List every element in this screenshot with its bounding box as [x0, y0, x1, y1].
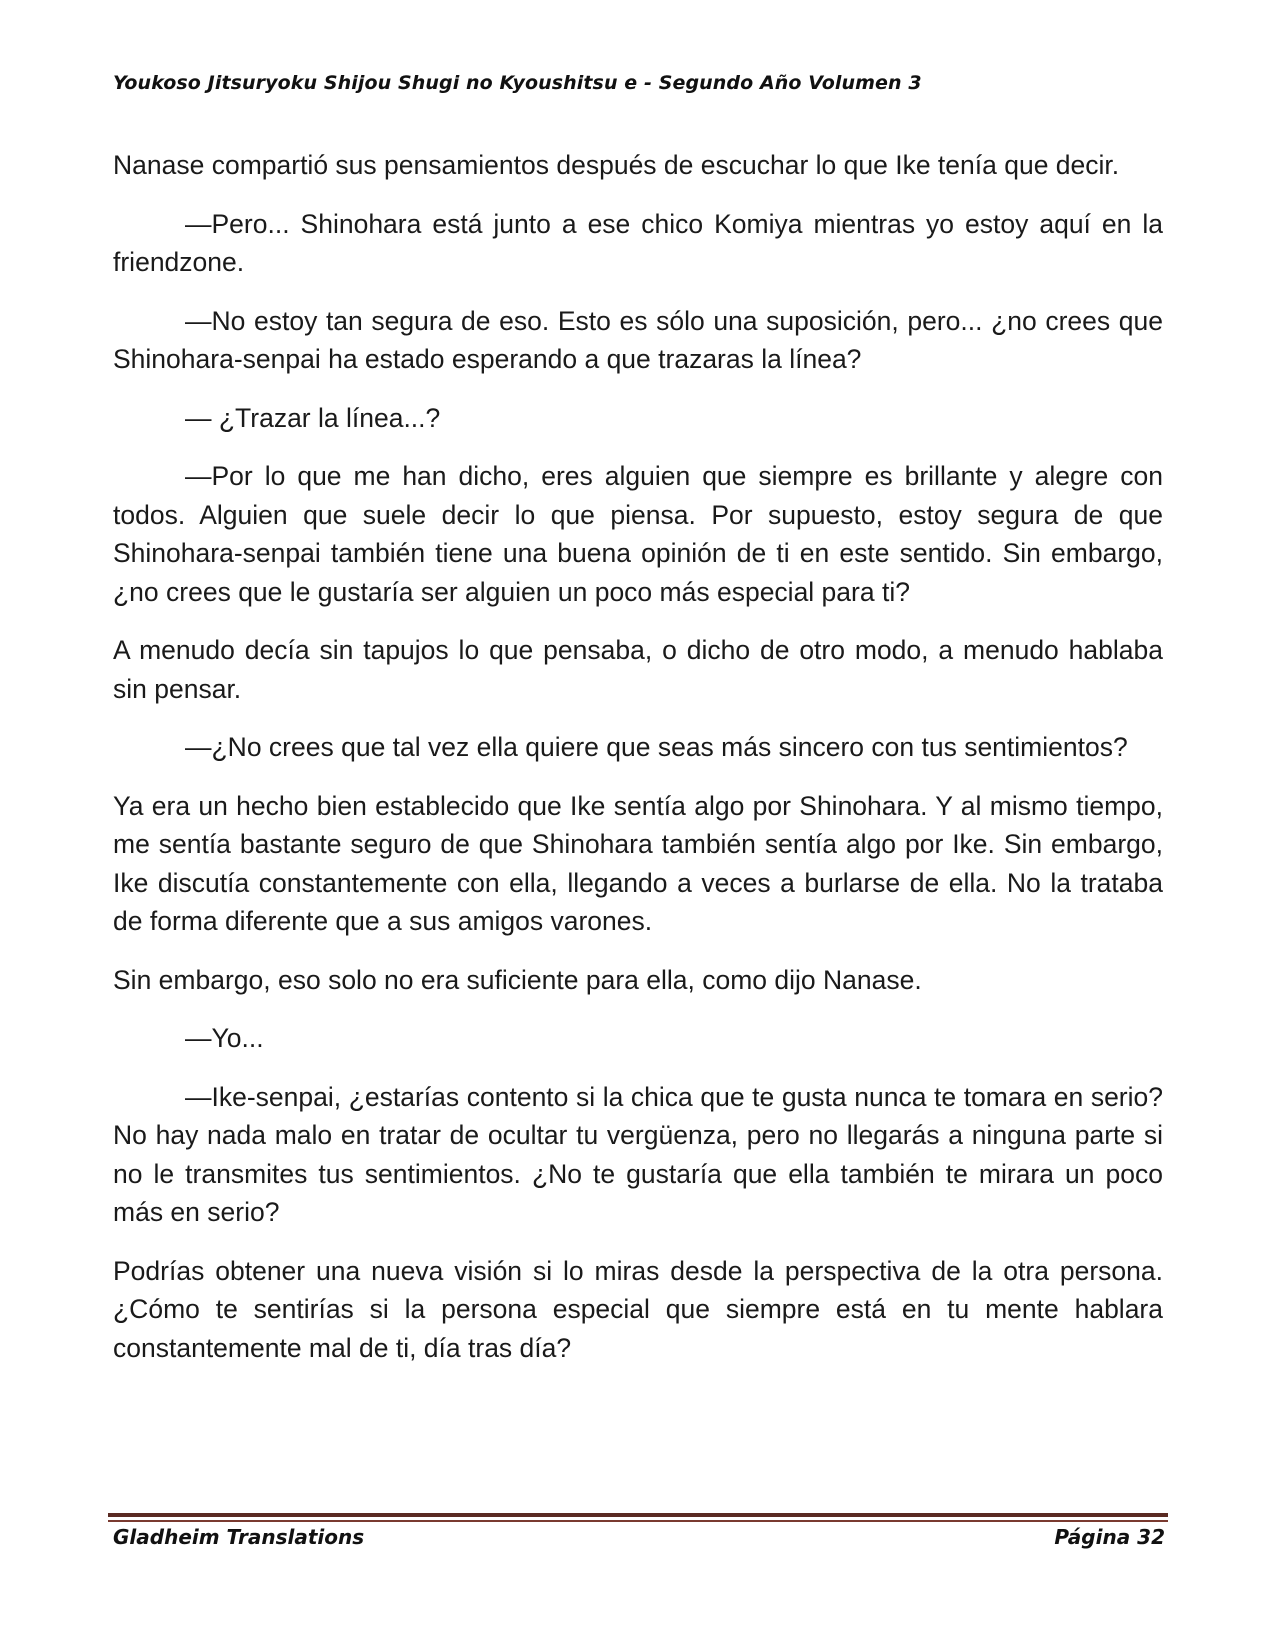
footer-translator: Gladheim Translations — [113, 1525, 365, 1549]
paragraph: —No estoy tan segura de eso. Esto es sólo una suposición, pero... ¿no crees que Shinohara-senpai ha estado esperando a que trazaras la línea? — [113, 305, 1163, 374]
paragraph: —Ike-senpai, ¿estarías contento si la chica que te gusta nunca te tomara en serio? No hay nada malo en tratar de ocultar tu vergüenza, pero no llegarás a ninguna parte si no le transmites tus sentimientos. ¿No te gustaría que ella también te mirara un poco más en serio? — [113, 1081, 1163, 1227]
paragraph: —Pero... Shinohara está junto a ese chico Komiya mientras yo estoy aquí en la friendzone. — [113, 208, 1163, 277]
paragraph: A menudo decía sin tapujos lo que pensaba, o dicho de otro modo, a menudo hablaba sin pensar. — [113, 635, 1163, 704]
paragraph: Ya era un hecho bien establecido que Ike sentía algo por Shinohara. Y al mismo tiempo, me sentía bastante seguro de que Shinohara también sentía algo por Ike. Sin embargo, Ike discutía constantemente con ella, llegando a veces a burlarse de ella. No la trataba de forma diferente que a sus amigos varones. — [113, 790, 1163, 936]
paragraph: —Por lo que me han dicho, eres alguien que siempre es brillante y alegre con todos. Alguien que suele decir lo que piensa. Por supuesto, estoy segura de que Shinohara-senpai también tiene una buena opinión de ti en este sentido. Sin embargo, ¿no crees que le gustaría ser alguien un poco más especial para ti? — [113, 461, 1163, 607]
paragraph: Sin embargo, eso solo no era suficiente para ella, como dijo Nanase. — [113, 964, 922, 995]
footer-page-number: Página 32 — [1054, 1525, 1165, 1549]
footer-divider — [108, 1513, 1168, 1517]
paragraph: Podrías obtener una nueva visión si lo miras desde la perspectiva de la otra persona. ¿Cómo te sentirías si la persona especial que siempre está en tu mente hablara constantemente mal de ti, día tras día? — [113, 1255, 1163, 1363]
paragraph: Nanase compartió sus pensamientos después de escuchar lo que Ike tenía que decir. — [113, 150, 1120, 180]
footer-divider-thin — [108, 1520, 1168, 1522]
paragraph: —Yo... — [185, 1023, 264, 1053]
page-header-title: Youkoso Jitsuryoku Shijou Shugi no Kyoushitsu e - Segundo Año Volumen 3 — [113, 72, 922, 94]
body-text — [113, 146, 1163, 1387]
paragraph: — ¿Trazar la línea...? — [185, 402, 441, 433]
paragraph: —¿No crees que tal vez ella quiere que seas más sincero con tus sentimientos? — [185, 732, 1128, 762]
